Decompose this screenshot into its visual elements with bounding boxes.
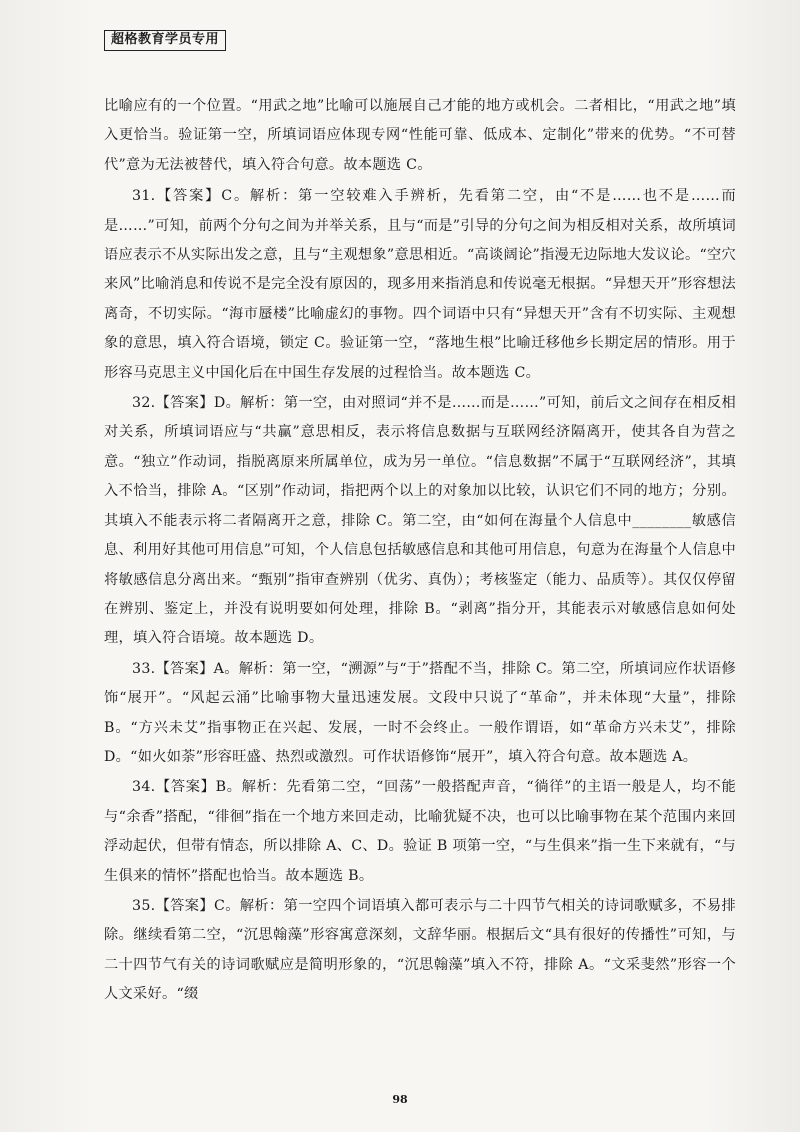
- paragraph-answer-34: 34.【答案】B。解析：先看第二空，“回荡”一般搭配声音，“徜徉”的主语一般是人，均不能与“余香”搭配，“徘徊”指在一个地方来回走动，比喻犹疑不决，也可以比喻事物在某个范围内来回浮动起伏，但带有情态，所以排除 A、C、D。验证 B 项第一空，“与生俱来”指一生下来就有，“与生俱来的情怀”搭配也恰当。故本题选 B。: [104, 779, 736, 884]
- paragraph-answer-33: 33.【答案】A。解析：第一空，“溯源”与“于”搭配不当，排除 C。第二空，所填词应作状语修饰“展开”。“风起云涌”比喻事物大量迅速发展。文段中只说了“革命”，并未体现“大量”，排除 B。“方兴未艾”指事物正在兴起、发展，一时不会终止。一般作谓语，如“革命方兴未艾”，排除 D。“如火如荼”形容旺盛、热烈或激烈。可作状语修饰“展开”，填入符合句意。故本题选 A。: [104, 660, 736, 765]
- paragraph-answer-31: 31.【答案】C。解析：第一空较难入手辨析，先看第二空，由“不是……也不是……而是……”可知，前两个分句之间为并举关系，且与“而是”引导的分句之间为相反相对关系，故所填词语应表示不从实际出发之意，且与“主观想象”意思相近。“高谈阔论”指漫无边际地大发议论。“空穴来风”比喻消息和传说不是完全没有原因的，现多用来指消息和传说毫无根据。“异想天开”形容想法离奇，不切实际。“海市蜃楼”比喻虚幻的事物。四个词语中只有“异想天开”含有不切实际、主观想象的意思，填入符合语境，锁定 C。验证第一空，“落地生根”比喻迁移他乡长期定居的情形。用于形容马克思主义中国化后在中国生存发展的过程恰当。故本题选 C。: [104, 188, 736, 381]
- page-number: 98: [392, 1093, 408, 1106]
- paragraph-answer-35: 35.【答案】C。解析：第一空四个词语填入都可表示与二十四节气相关的诗词歌赋多，不易排除。继续看第二空，“沉思翰藻”形容寓意深刻，文辞华丽。根据后文“具有很好的传播性”可知，与二十四节气有关的诗词歌赋应是简明形象的，“沉思翰藻”填入不符，排除 A。“文采斐然”形容一个人文采好。“缀: [104, 897, 736, 1003]
- paragraph-continued-explanation: 比喻应有的一个位置。“用武之地”比喻可以施展自己才能的地方或机会。二者相比，“用武之地”填入更恰当。验证第一空，所填词语应体现专网“性能可靠、低成本、定制化”带来的优势。“不可替代”意为无法被替代，填入符合句意。故本题选 C。: [104, 98, 736, 173]
- answer-explanations: [104, 92, 736, 1010]
- paragraph-answer-32: 32.【答案】D。解析：第一空，由对照词“并不是……而是……”可知，前后文之间存在相反相对关系，所填词语应与“共赢”意思相反，表示将信息数据与互联网经济隔离开，使其各自为营之意。“独立”作动词，指脱离原来所属单位，成为另一单位。“信息数据”不属于“互联网经济”，其填入不恰当，排除 A。“区别”作动词，指把两个以上的对象加以比较，认识它们不同的地方；分别。其填入不能表示将二者隔离开之意，排除 C。第二空，由“如何在海量个人信息中________敏感信息、利用好其他可用信息”可知，个人信息包括敏感信息和其他可用信息，句意为在海量个人信息中将敏感信息分离出来。“甄别”指审查辨别（优劣、真伪）；考核鉴定（能力、品质等）。其仅仅停留在辨别、鉴定上，并没有说明要如何处理，排除 B。“剥离”指分开，其能表示对敏感信息如何处理，填入符合语境。故本题选 D。: [104, 395, 736, 647]
- brand-label: 超格教育学员专用: [104, 30, 226, 51]
